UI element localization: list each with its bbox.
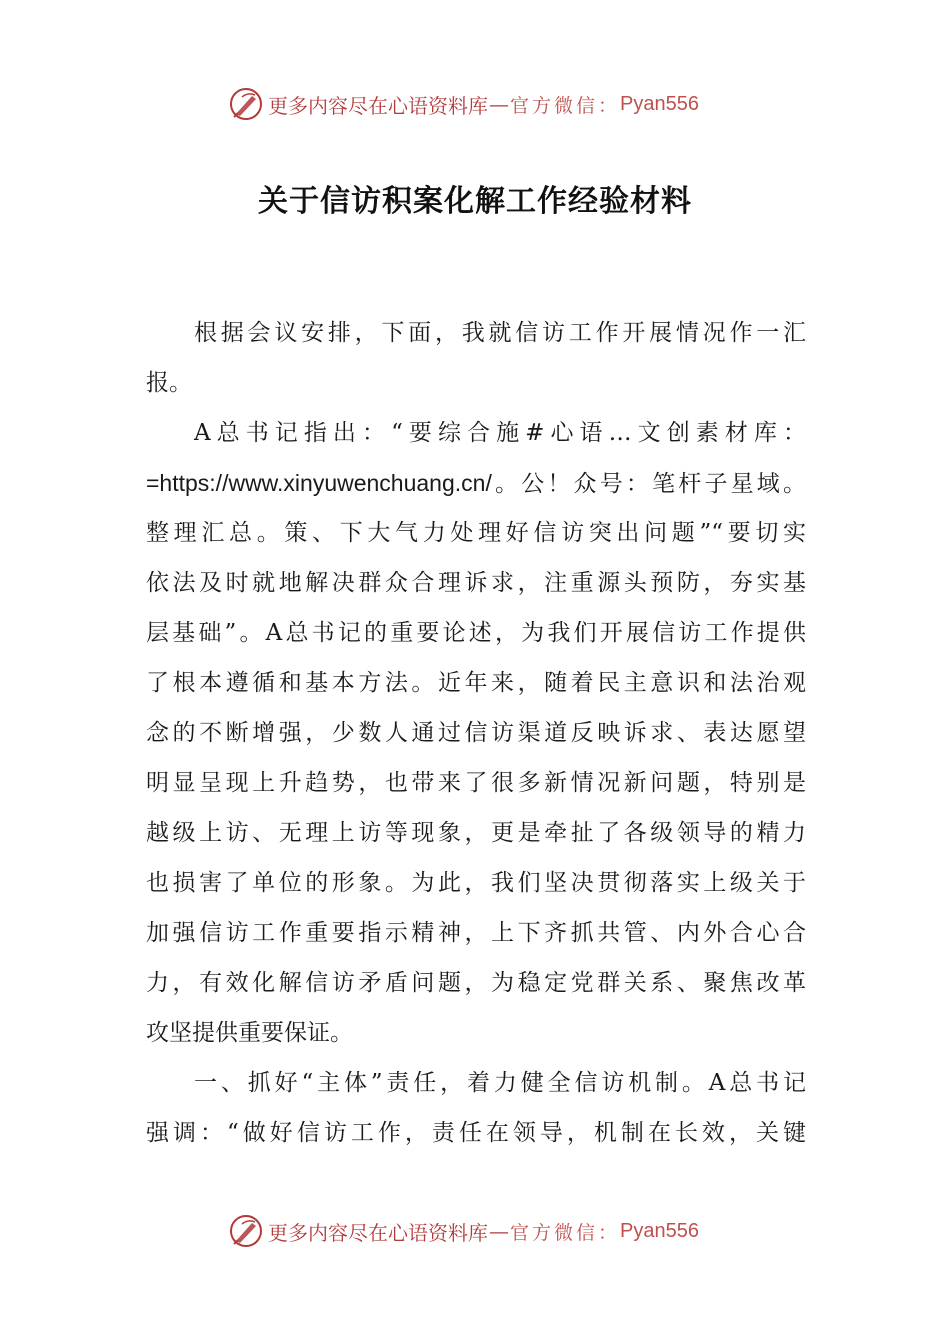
banner-brand-text: 更多内容尽在心语资料库	[268, 1220, 488, 1245]
document-body	[146, 308, 806, 1158]
body-line: A总书记指出：“要综合施#心语…文创素材库：	[194, 420, 806, 446]
banner-brand-text: 更多内容尽在心语资料库	[268, 93, 488, 118]
banner-dash: —	[489, 92, 509, 116]
body-line: 力，有效化解信访矛盾问题，为稳定党群关系、聚焦改革	[146, 970, 806, 996]
body-line: 明显呈现上升趋势，也带来了很多新情况新问题，特别是	[146, 770, 806, 796]
body-line: 也损害了单位的形象。为此，我们坚决贯彻落实上级关于	[146, 870, 806, 896]
pen-logo-icon	[228, 1213, 264, 1249]
body-line: 了根本遵循和基本方法。近年来，随着民主意识和法治观	[146, 670, 806, 696]
body-line: 加强信访工作重要指示精神，上下齐抓共管、内外合心合	[146, 920, 806, 946]
body-line-url: =https://www.xinyuwenchuang.cn/。公！众号：笔杆子星域。	[146, 470, 806, 496]
footer-banner	[228, 1211, 699, 1251]
body-line: 攻坚提供重要保证。	[146, 1020, 353, 1046]
body-line: 根据会议安排，下面，我就信访工作开展情况作一汇	[194, 320, 806, 346]
body-line: 一、抓好“主体”责任，着力健全信访机制。A总书记	[194, 1070, 806, 1096]
header-banner	[228, 84, 699, 124]
body-line: 报。	[146, 370, 192, 396]
banner-official-label: 官方微信：	[510, 94, 621, 117]
body-line: 整理汇总。策、下大气力处理好信访突出问题”“要切实	[146, 520, 806, 546]
body-line: 念的不断增强，少数人通过信访渠道反映诉求、表达愿望	[146, 720, 806, 746]
banner-official-label: 官方微信：	[510, 1221, 621, 1244]
banner-wechat-id: Pyan556	[620, 92, 699, 115]
body-line: 依法及时就地解决群众合理诉求，注重源头预防，夯实基	[146, 570, 806, 596]
banner-dash: —	[489, 1219, 509, 1243]
body-line: 强调：“做好信访工作，责任在领导，机制在长效，关键	[146, 1120, 806, 1146]
body-line: 层基础”。A总书记的重要论述，为我们开展信访工作提供	[146, 620, 806, 646]
banner-wechat-id: Pyan556	[620, 1219, 699, 1242]
pen-logo-icon	[228, 86, 264, 122]
document-title: 关于信访积案化解工作经验材料	[258, 184, 692, 219]
body-line: 越级上访、无理上访等现象，更是牵扯了各级领导的精力	[146, 820, 806, 846]
